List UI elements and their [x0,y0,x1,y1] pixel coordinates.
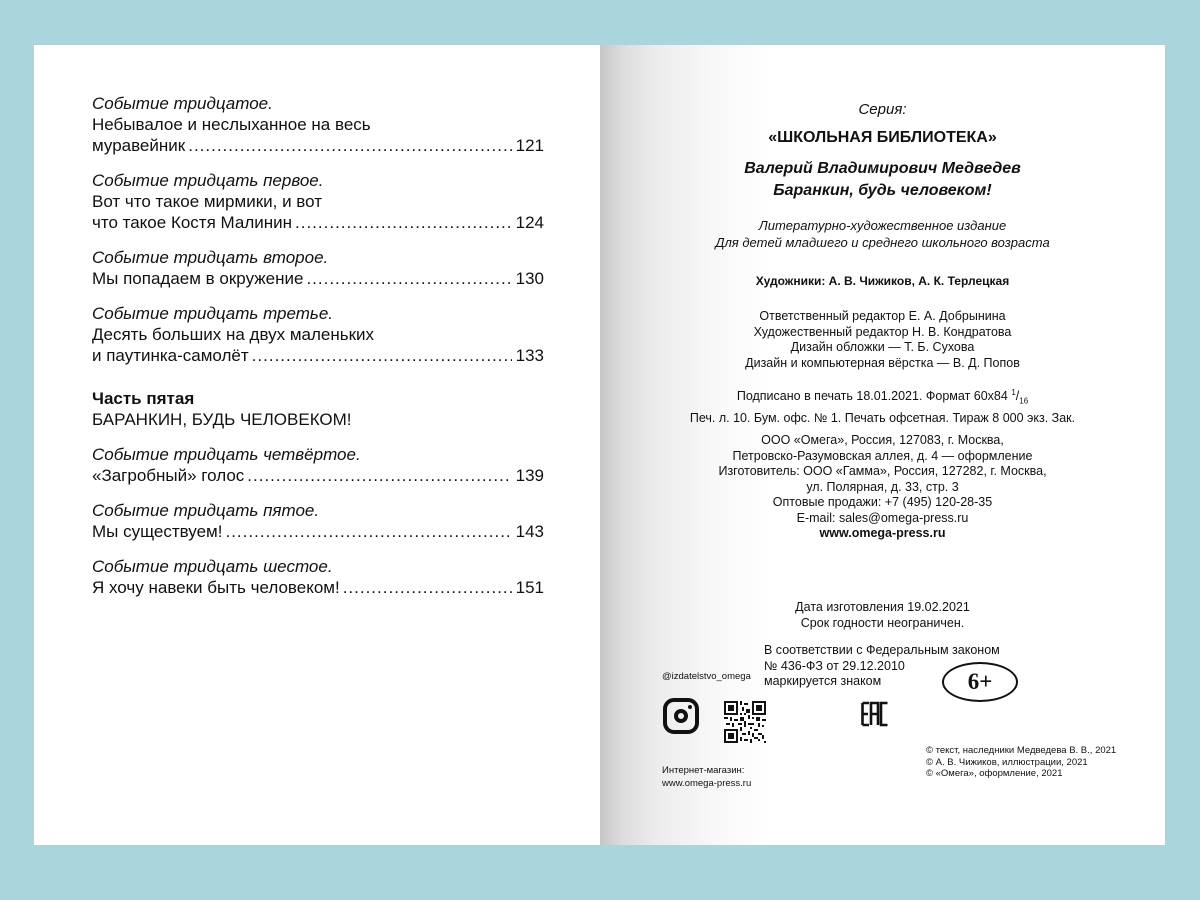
staff-credits [600,309,1165,371]
toc-chapter-title: Мы существуем! [92,522,223,541]
toc-part-label: Часть пятая [92,389,195,408]
age-rating-badge: 6+ [942,662,1018,702]
toc-entry [92,444,544,486]
publisher-website: www.omega-press.ru [819,526,946,540]
artists-credit: Художники: А. В. Чижиков, А. К. Терлецкая [755,274,1010,288]
staff-line: Ответственный редактор Е. А. Добрынина [759,309,1006,323]
toc-event-label: Событие тридцать третье. [92,304,334,323]
series-label: Серия: [858,101,907,118]
toc-event-label: Событие тридцать пятое. [92,501,320,520]
toc-page-number: 121 [515,136,544,155]
edition-type: Литературно-художественное издание [758,218,1007,233]
staff-line: Дизайн и компьютерная вёрстка — В. Д. Попов [745,355,1020,370]
copyright-line: © А. В. Чижиков, иллюстрации, 2021 [926,756,1088,768]
book-spread [34,45,1165,845]
print-details [600,385,1165,426]
toc-entry [92,303,544,366]
toc-page-number: 151 [515,578,544,597]
toc-page-number: 143 [515,522,544,541]
print-signed: Подписано в печать 18.01.2021. Формат 60x84 [736,389,1008,404]
dot-leader [295,212,512,233]
toc-leader-line [92,521,544,542]
staff-line: Дизайн обложки — Т. Б. Сухова [790,340,975,354]
publisher-line: Изготовитель: ООО «Гамма», Россия, 127282, г. Москва, [718,464,1047,478]
toc-chapter-title: Небывалое и неслыханное на весь [92,115,371,134]
copyright-line: © «Омега», оформление, 2021 [926,768,1063,779]
left-page-contents [34,45,600,845]
table-of-contents [92,93,544,612]
dot-leader [343,577,512,598]
toc-entry [92,556,544,598]
staff-line: Художественный редактор Н. В. Кондратова [753,324,1012,339]
author-name: Валерий Владимирович Медведев [744,160,1021,177]
toc-page-number: 139 [515,466,544,485]
publisher-line: ООО «Омега», Россия, 127083, г. Москва, [761,433,1004,447]
dot-leader [247,465,511,486]
toc-leader-line [92,345,544,366]
print-run-line: Печ. л. 10. Бум. офс. № 1. Печать офсетная. Тираж 8 000 экз. Зак. [689,410,1076,425]
qr-code-icon [724,701,766,743]
toc-chapter-title: муравейник [92,136,186,155]
toc-event-label: Событие тридцать четвёртое. [92,445,361,464]
right-page-imprint [600,45,1165,845]
toc-chapter-title: «Загробный» голос [92,466,245,485]
law-line: маркируется знаком [764,674,882,688]
toc-page-number: 130 [515,269,544,288]
dot-leader [306,268,511,289]
toc-chapter-title: Я хочу навеки быть человеком! [92,578,340,597]
copyright-line: © текст, наследники Медведева В. В., 2021 [926,745,1117,756]
manufacture-date: Дата изготовления 19.02.2021 [795,600,970,614]
format-fraction-denominator: 16 [1019,396,1029,406]
shelf-life: Срок годности неограничен. [800,616,965,630]
publisher-line: Оптовые продажи: +7 (495) 120-28-35 [772,495,993,509]
online-shop-url: www.omega-press.ru [662,777,752,789]
toc-chapter-title: Вот что такое мирмики, и вот [92,192,322,211]
toc-chapter-title: Десять больших на двух маленьких [92,325,375,344]
author-and-title [600,158,1165,202]
instagram-dot [688,705,692,709]
instagram-lens [674,709,688,723]
toc-chapter-title: что такое Костя Малинин [92,213,293,232]
toc-entry [92,500,544,542]
publisher-line: ул. Полярная, д. 33, стр. 3 [806,479,959,494]
instagram-icon [663,698,699,734]
edition-info [600,217,1165,251]
dot-leader [188,135,511,156]
toc-page-number: 133 [515,346,544,365]
toc-chapter-title: и паутинка-самолёт [92,346,249,365]
law-line: В соответствии с Федеральным законом [764,643,1000,657]
toc-entry [92,170,544,233]
manufacture-info [600,599,1165,631]
publisher-line: Петровско-Разумовская аллея, д. 4 — оформление [732,448,1033,463]
law-line: № 436-ФЗ от 29.12.2010 [764,658,905,673]
online-shop-label: Интернет-магазин: [662,765,745,776]
book-title: Баранкин, будь человеком! [773,182,992,199]
toc-page-number: 124 [515,213,544,232]
toc-leader-line [92,135,544,156]
toc-leader-line [92,212,544,233]
toc-part-title: БАРАНКИН, БУДЬ ЧЕЛОВЕКОМ! [92,410,352,429]
toc-entry [92,247,544,289]
print-format-line: Подписано в печать 18.01.2021. Формат 60x84 $^1/_{16}$ [736,388,1029,406]
toc-event-label: Событие тридцать шестое. [92,557,333,576]
toc-entry [92,93,544,156]
dot-leader [225,521,511,542]
toc-chapter-title: Мы попадаем в окружение [92,269,304,288]
eac-mark-icon [861,701,889,727]
series-title: «ШКОЛЬНАЯ БИБЛИОТЕКА» [768,129,997,146]
toc-event-label: Событие тридцатое. [92,94,273,113]
toc-event-label: Событие тридцать первое. [92,171,324,190]
instagram-handle: @izdatelstvo_omega [662,671,751,682]
toc-event-label: Событие тридцать второе. [92,248,329,267]
publisher-line: E-mail: sales@omega-press.ru [796,510,969,525]
toc-leader-line [92,577,544,598]
toc-leader-line [92,465,544,486]
toc-leader-line [92,268,544,289]
format-fraction-numerator: 1 [1011,388,1016,397]
publisher-info [600,433,1165,542]
dot-leader [252,345,512,366]
online-shop-info [662,765,751,790]
target-audience: Для детей младшего и среднего школьного возраста [715,235,1050,250]
copyright-block [926,745,1116,780]
